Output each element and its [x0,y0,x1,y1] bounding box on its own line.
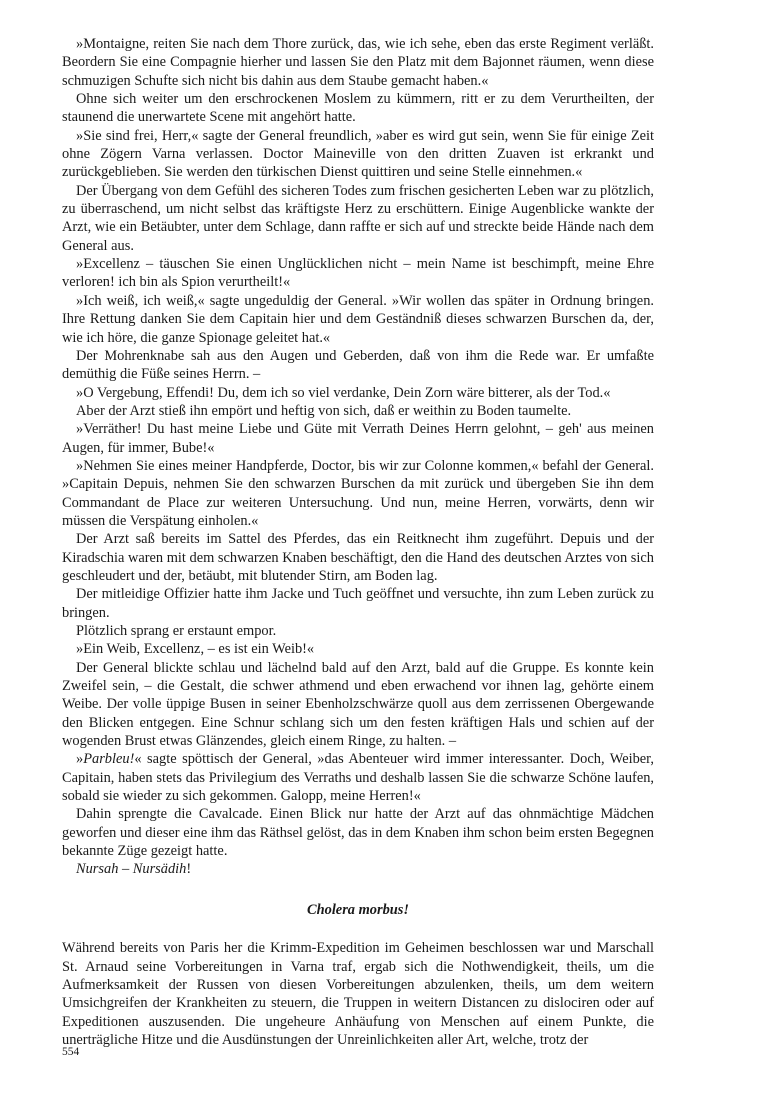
paragraph: »Ich weiß, ich weiß,« sagte ungeduldig der General. »Wir wollen das später in Ordnung bringen. Ihre Rettung danken Sie dem Capitain hier und dem Geständniß dieses schwarzen Burschen da, der, wie ich höre, die ganze Spionage geleitet hat.« [62,292,654,346]
paragraph-rest: « sagte spöttisch der General, »das Abenteuer wird immer interessanter. Doch, Weiber, Capitain, haben stets das Privilegium des Verraths und deshalb lassen Sie die schwarze Schöne laufen, sobald sie wieder zu sich gekommen. Galopp, meine Herren!« [62,751,654,805]
paragraph: Dahin sprengte die Cavalcade. Einen Blick nur hatte der Arzt auf das ohnmächtige Mädchen geworfen und dieser eine ihm das Räthsel gelöst, das in dem Knaben ihm schon beim ersten Begegnen bekannte Züge gezeigt hatte. [62,806,654,860]
page-number: 554 [62,1046,80,1058]
closing-line-end: ! [186,861,192,878]
paragraph: »Montaigne, reiten Sie nach dem Thore zurück, das, wie ich sehe, eben das erste Regiment verläßt. Beordern Sie eine Compagnie hierher und lassen Sie den Platz mit dem Bajonnet räumen, wenn diese schmuzigen Schufte sich nicht bis dahin aus dem Staube gemacht haben.« [62,36,654,89]
paragraph: Der mitleidige Offizier hatte ihm Jacke und Tuch geöffnet und versuchte, ihn zum Leben zurück zu bringen. [62,586,654,621]
paragraph: Der Arzt saß bereits im Sattel des Pferdes, das ein Reitknecht ihm zugeführt. Depuis und der Kiradschia waren mit dem schwarzen Knaben beschäftigt, den die Hand des deutschen Arztes von sich geschleudert und der, betäubt, mit blutender Stirn, am Boden lag. [62,531,654,584]
paragraph: Aber der Arzt stieß ihn empört und heftig von sich, daß er weithin zu Boden taumelte. [76,402,572,419]
paragraph: Der Mohrenknabe sah aus den Augen und Geberden, daß von ihm die Rede war. Er umfaßte demüthig die Füße seines Herrn. – [62,347,654,383]
paragraph: Plötzlich sprang er erstaunt empor. [76,623,277,639]
page-text [62,35,654,1049]
section-paragraph: Während bereits von Paris her die Krimm-Expedition im Geheimen beschlossen war und Marschall St. Arnaud seine Vorbereitungen in Varna traf, ergab sich die Nothwendigkeit, theils, um die Aufmerksamkeit der Russen von diesen Vorbereitungen abzulenken, theils, um dem weitern Umsichgreifen der Krankheiten zu steuern, die Truppen in weitern Distancen zu dislociren oder auf Expeditionen auszusenden. Die ungeheure Anhäufung von Menschen auf einem Punkte, die unerträgliche Hitze und die Ausdünstungen der Unreinlichkeiten aller Art, welche, trotz der [62,940,654,1048]
closing-line-italic: Nursah – Nursädih [76,861,187,878]
section-heading: Cholera morbus! [307,901,409,918]
paragraph: Der Übergang von dem Gefühl des sicheren Todes zum frischen gesicherten Leben war zu plötzlich, zu überraschend, um nicht selbst das kräftigste Herz zu erschüttern. Einige Augenblicke wankte der Arzt, wie ein Betäubter, unter dem Schlage, dann raffte er sich auf und streckte beide Hände nach dem General aus. [62,182,654,254]
paragraph: Ohne sich weiter um den erschrockenen Moslem zu kümmern, ritt er zu dem Verurtheilten, der staunend die unerwartete Scene mit angehört hatte. [62,91,654,126]
paragraph: Der General blickte schlau und lächelnd bald auf den Arzt, bald auf die Gruppe. Es konnte kein Zweifel sein, – die Gestalt, die schwer athmend und eben erwachend vor ihnen lag, gehörte einem Weibe. Der volle üppige Busen in seiner Ebenholzschwärze quoll aus dem zerrissenen Obergewande den Blicken entgegen. Eine Schnur schlang sich um den festen kräftigen Hals und schien auf der wogenden Brust etwas Glänzendes, gleich einem Ringe, zu halten. – [62,659,654,750]
paragraph: »Ein Weib, Excellenz, – es ist ein Weib!« [76,641,315,658]
paragraph: »Verräther! Du hast meine Liebe und Güte mit Verrath Deines Herrn gelohnt, – geh' aus meinen Augen, für immer, Bube!« [62,421,654,456]
paragraph: »Nehmen Sie eines meiner Handpferde, Doctor, bis wir zur Colonne kommen,« befahl der General. »Capitain Depuis, nehmen Sie den schwarzen Burschen da mit zurück und übergeben Sie ihn dem Commandant de Place zur weiteren Untersuchung. Und nun, meine Herren, vorwärts, denn wir müssen die Verspätung einholen.« [62,457,654,529]
paragraph: »O Vergebung, Effendi! Du, dem ich so viel verdanke, Dein Zorn wäre bitterer, als der Tod.« [76,384,611,401]
closing-line [62,860,654,878]
quote-open: » [76,751,84,768]
paragraph: »Sie sind frei, Herr,« sagte der General freundlich, »aber es wird gut sein, wenn Sie für einige Zeit ohne Zögern Varna verlassen. Doctor Maineville von den dritten Zuaven ist erkrankt und zurückgeblieben. Sie werden den türkischen Dienst quittiren und seine Stelle einnehmen.« [62,127,654,181]
paragraph: »Excellenz – täuschen Sie einen Unglücklichen nicht – mein Name ist beschimpft, meine Ehre verloren! ich bin als Spion verurtheilt!« [62,256,654,291]
paragraph-parbleu [62,750,654,805]
italic-exclamation: Parbleu! [83,751,135,768]
